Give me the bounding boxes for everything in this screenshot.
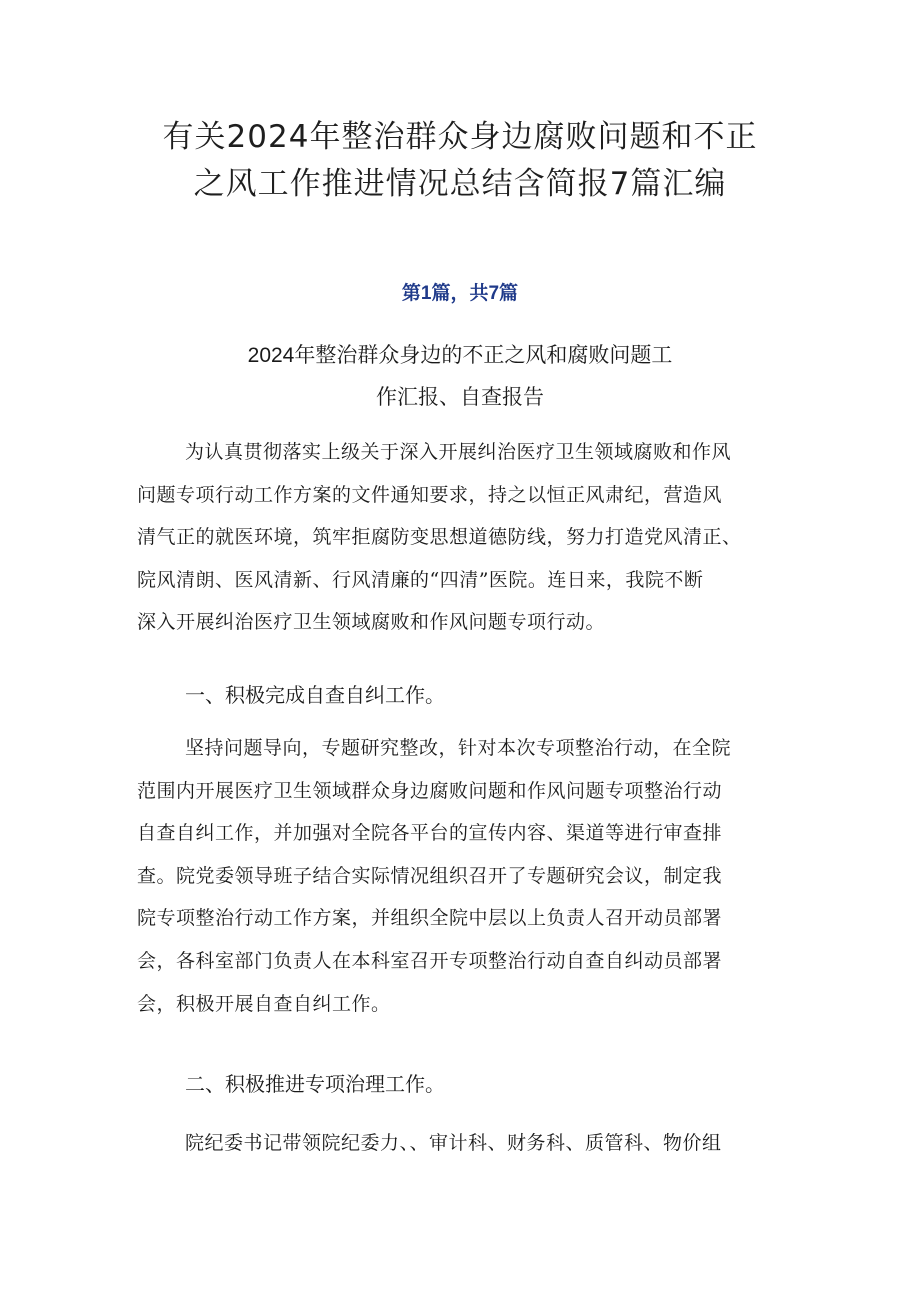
paragraph-line: 会，积极开展自查自纠工作。	[137, 992, 391, 1015]
paragraph-line: 会，各科室部门负责人在本科室召开专项整治行动自查自纠动员部署	[137, 949, 723, 972]
paragraph-line: 院风清朗、医风清新、行风清廉的“四清”医院。连日来，我院不断	[137, 568, 704, 591]
paragraph-line: 院专项整治行动工作方案，并组织全院中层以上负责人召开动员部署	[137, 907, 723, 930]
section-title-line-1: 2024年整治群众身边的不正之风和腐败问题工	[247, 344, 673, 367]
section-title-line-2: 作汇报、自查报告	[376, 386, 544, 409]
paragraph-line: 坚持问题导向，专题研究整改，针对本次专项整治行动，在全院	[185, 737, 732, 759]
part-label: 第1篇，共7篇	[401, 283, 519, 304]
paragraph-line: 清气正的就医环境，筑牢拒腐防变思想道德防线，努力打造党风清正、	[137, 526, 742, 549]
paragraph-line: 院纪委书记带领院纪委力、、审计科、财务科、质管科、物价组	[185, 1132, 722, 1154]
paragraph-line: 查。院党委领导班子结合实际情况组织召开了专题研究会议，制定我	[137, 864, 723, 887]
paragraph-line: 为认真贯彻落实上级关于深入开展纠治医疗卫生领域腐败和作风	[185, 441, 732, 463]
heading-self-inspection: 一、积极完成自查自纠工作。	[185, 685, 445, 707]
paragraph-line: 自查自纠工作，并加强对全院各平台的宣传内容、渠道等进行审查排	[137, 822, 723, 845]
paragraph-self-inspection	[137, 727, 797, 1025]
paragraph-line: 深入开展纠治医疗卫生领域腐败和作风问题专项行动。	[137, 611, 606, 634]
paragraph-special-governance	[137, 1122, 797, 1165]
paragraph-line: 问题专项行动工作方案的文件通知要求，持之以恒正风肃纪，营造风	[137, 483, 723, 506]
heading-special-governance: 二、积极推进专项治理工作。	[185, 1074, 445, 1096]
paragraph-line: 范围内开展医疗卫生领域群众身边腐败问题和作风问题专项整治行动	[137, 779, 723, 802]
document-title-line-1: 有关2024年整治群众身边腐败问题和不正	[162, 119, 758, 155]
document-title-line-2: 之风工作推进情况总结含简报7篇汇编	[193, 166, 727, 202]
paragraph-intro	[137, 431, 797, 644]
